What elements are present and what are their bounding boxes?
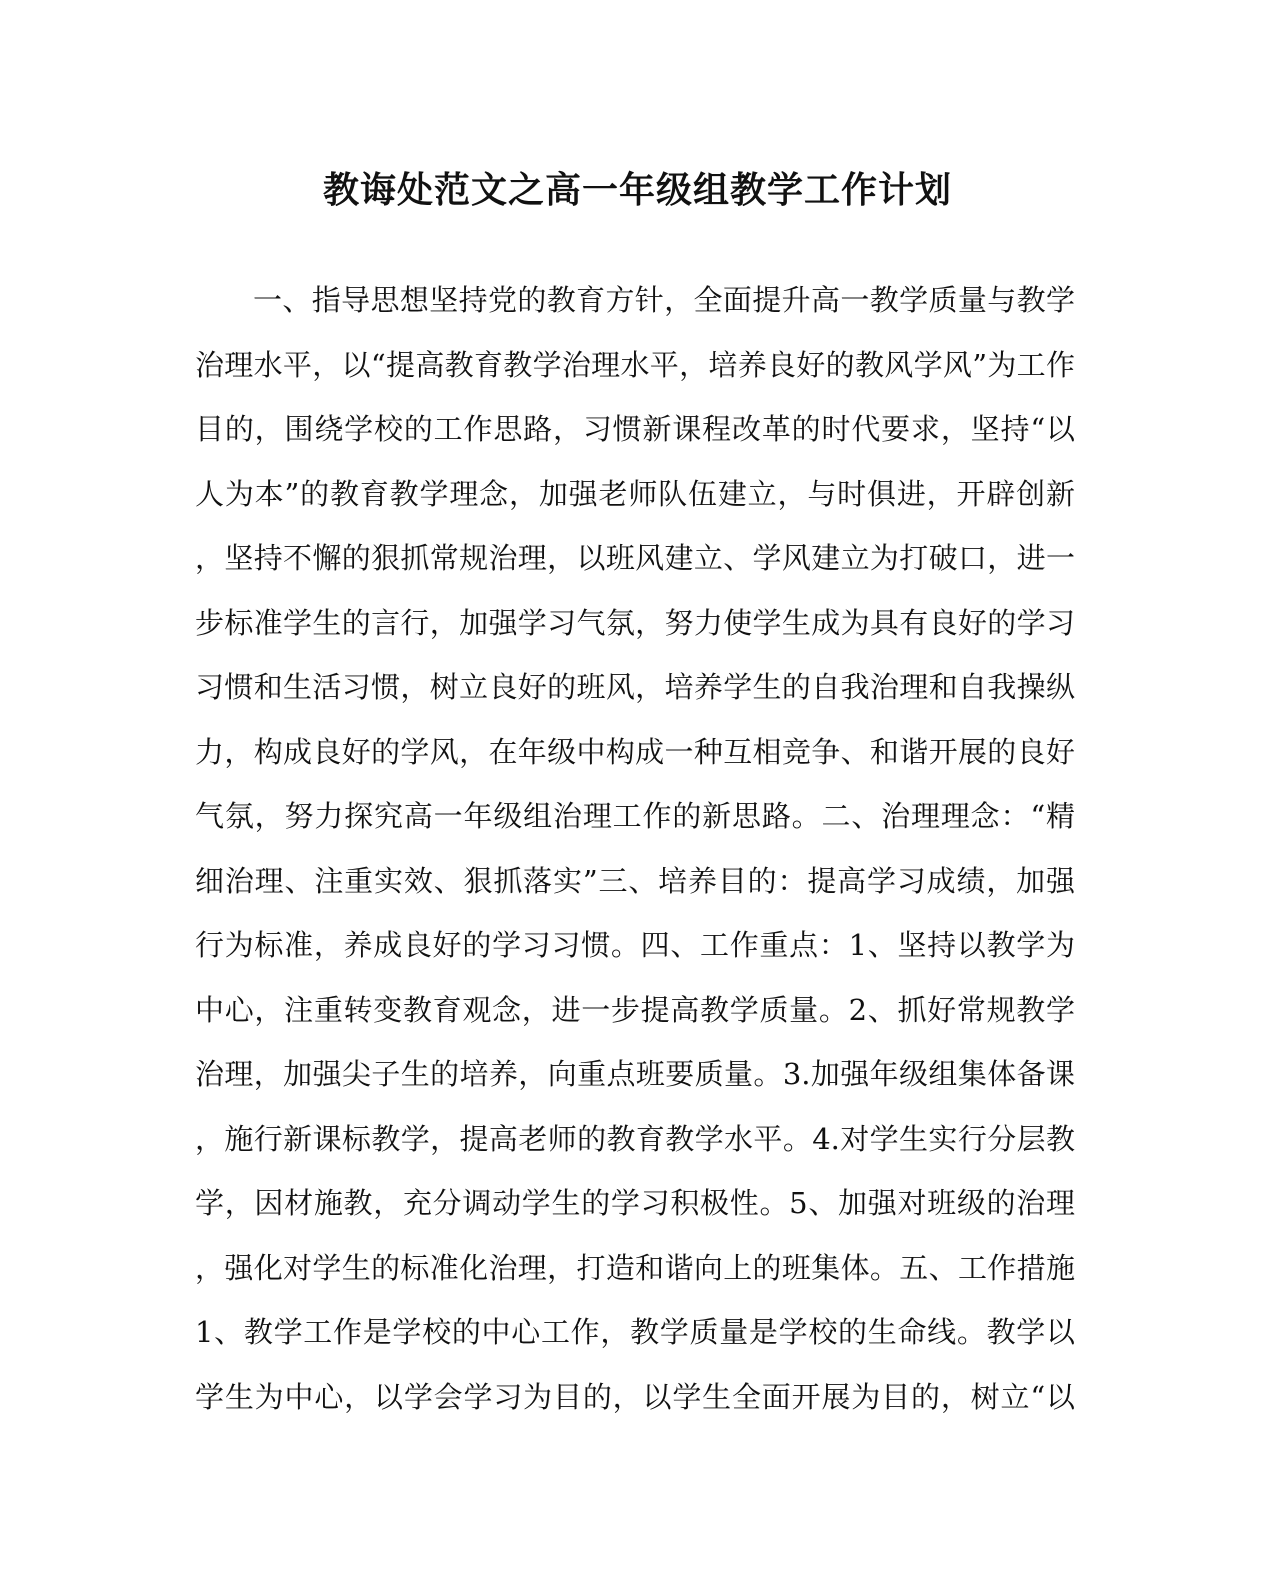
- body-line: 气氛，努力探究高一年级组治理工作的新思路。二、治理理念：“精: [195, 799, 1075, 833]
- body-line: ，坚持不懈的狠抓常规治理，以班风建立、学风建立为打破口，进一: [195, 541, 1075, 575]
- document-body: [195, 268, 1075, 1429]
- body-line: 治理，加强尖子生的培养，向重点班要质量。3.加强年级组集体备课: [195, 1057, 1075, 1091]
- body-line: 人为本”的教育教学理念，加强老师队伍建立，与时俱进，开辟创新: [195, 476, 1075, 511]
- body-line: 细治理、注重实效、狠抓落实”三、培养目的：提高学习成绩，加强: [195, 863, 1075, 898]
- body-line: 学生为中心，以学会学习为目的，以学生全面开展为目的，树立“以: [195, 1379, 1075, 1414]
- body-line: 步标准学生的言行，加强学习气氛，努力使学生成为具有良好的学习: [195, 605, 1075, 640]
- body-line: 1、教学工作是学校的中心工作，教学质量是学校的生命线。教学以: [195, 1315, 1075, 1349]
- body-line: 力，构成良好的学风，在年级中构成一种互相竞争、和谐开展的良好: [195, 734, 1075, 769]
- document-title: 教诲处范文之高一年级组教学工作计划: [322, 169, 952, 211]
- body-line: 一、指导思想坚持党的教育方针，全面提升高一教学质量与教学: [253, 283, 1075, 317]
- body-line: 目的，围绕学校的工作思路，习惯新课程改革的时代要求，坚持“以: [195, 412, 1075, 446]
- body-line: 治理水平，以“提高教育教学治理水平，培养良好的教风学风”为工作: [195, 347, 1075, 382]
- body-line: 学，因材施教，充分调动学生的学习积极性。5、加强对班级的治理: [195, 1186, 1075, 1220]
- body-line: ，强化对学生的标准化治理，打造和谐向上的班集体。五、工作措施: [195, 1250, 1075, 1285]
- body-line: 中心，注重转变教育观念，进一步提高教学质量。2、抓好常规教学: [195, 992, 1075, 1027]
- body-line: 行为标准，养成良好的学习习惯。四、工作重点：1、坚持以教学为: [195, 928, 1075, 962]
- body-line: ，施行新课标教学，提高老师的教育教学水平。4.对学生实行分层教: [195, 1121, 1075, 1156]
- body-line: 习惯和生活习惯，树立良好的班风，培养学生的自我治理和自我操纵: [195, 670, 1075, 704]
